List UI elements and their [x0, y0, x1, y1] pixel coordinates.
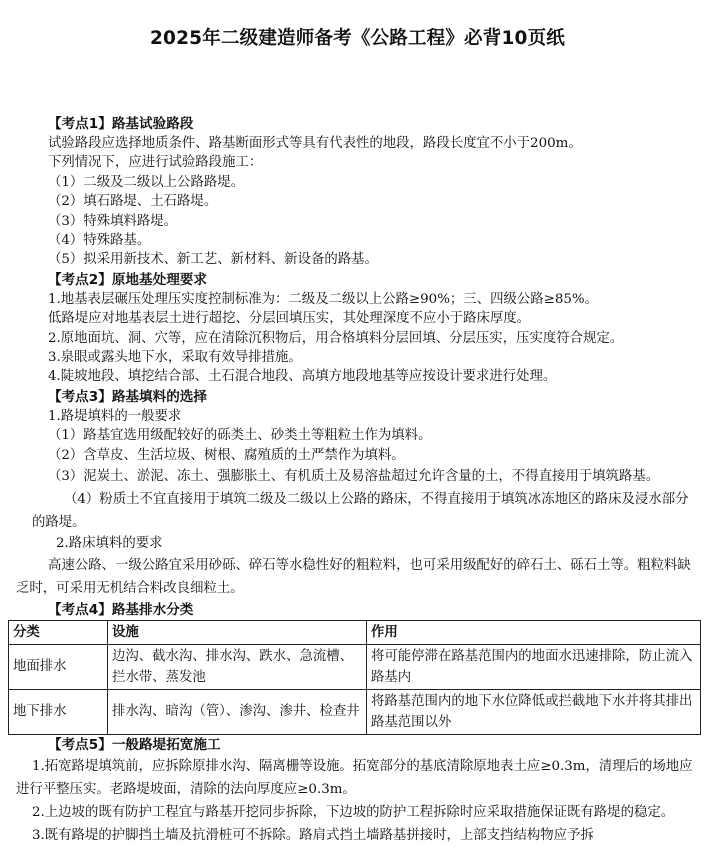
- paragraph-text: 3.既有路堤的护脚挡土墙及抗滑桩可不拆除。路肩式挡土墙路基拼接时，上部支挡结构物应予拆: [32, 827, 594, 843]
- list-item: （1）二级及二级以上公路路堤。: [48, 174, 244, 190]
- paragraph: [16, 554, 700, 600]
- list-item: （2）含草皮、生活垃圾、树根、腐殖质的土严禁作为填料。: [48, 447, 405, 463]
- section-heading: 【考点3】路基填料的选择: [48, 388, 207, 405]
- list-item-text: （3）泥炭土、淤泥、冻土、强膨胀土、有机质土及易溶盐超过允许含量的土，不得直接用于填筑路基。: [48, 469, 660, 485]
- list-item: （4）特殊路基。: [48, 233, 151, 249]
- paragraph: 试验路段应选择地质条件、路基断面形式等具有代表性的地段，路段长度宜不小于200m。: [48, 136, 582, 151]
- list-item: （2）填石路堤、土石路堤。: [48, 194, 218, 210]
- paragraph: [16, 755, 700, 801]
- section-heading: 【考点4】路基排水分类: [48, 601, 194, 618]
- paragraph: 下列情况下，应进行试验路段施工：: [48, 155, 263, 171]
- table-cell: 地下排水: [9, 689, 108, 734]
- table-header-row: [9, 620, 701, 644]
- section-heading: 【考点2】原地基处理要求: [48, 271, 207, 288]
- section-heading: 【考点5】一般路堤拓宽施工: [48, 736, 221, 753]
- table-row: [9, 644, 701, 689]
- table-cell: 边沟、截水沟、排水沟、跌水、急流槽、拦水带、蒸发池: [108, 644, 367, 689]
- table-header-cell: 设施: [108, 620, 367, 644]
- list-item: [16, 465, 700, 488]
- drainage-table: [8, 620, 701, 735]
- table-header-cell: 作用: [367, 620, 701, 644]
- paragraph-text: 1.拓宽路堤填筑前，应拆除原排水沟、隔离栅等设施。拓宽部分的基底清除原地表土应≥0.3m，清理后的场地应进行平整压实。老路堤坡面，清除的法向厚度应≥0.3m。: [16, 758, 693, 797]
- paragraph: [16, 801, 700, 824]
- paragraph: 2.原地面坑、洞、穴等，应在清除沉积物后，用合格填料分层回填、分层压实，压实度符合规定。: [48, 330, 624, 346]
- paragraph-text: 2.上边坡的既有防护工程宜与路基开挖同步拆除，下边坡的防护工程拆除时应采取措施保证既有路堤的稳定。: [32, 804, 675, 820]
- list-item: （5）拟采用新技术、新工艺、新材料、新设备的路基。: [48, 252, 378, 268]
- list-item: （3）特殊填料路堤。: [48, 213, 178, 229]
- paragraph: 4.陡坡地段、填挖结合部、土石混合地段、高填方地段地基等应按设计要求进行处理。: [48, 369, 557, 385]
- table-row: [9, 689, 701, 734]
- table-cell: 将路基范围内的地下水位降低或拦截地下水并将其排出路基范围以外: [367, 689, 701, 734]
- paragraph: 2.路床填料的要求: [56, 536, 163, 552]
- paragraph: 3.泉眼或露头地下水，采取有效导排措施。: [48, 350, 302, 366]
- paragraph: 1.地基表层碾压处理压实度控制标准为：二级及二级以上公路≥90%；三、四级公路≥85%。: [48, 291, 599, 307]
- table-cell: 排水沟、暗沟（管）、渗沟、渗井、检查井: [108, 689, 367, 734]
- paragraph: [16, 824, 700, 847]
- document-body: [13, 114, 700, 847]
- paragraph-text: 高速公路、一级公路宜采用砂砾、碎石等水稳性好的粗粒料，也可采用级配好的碎石土、砾石土等。粗粒料缺乏时，可采用无机结合料改良细粒土。: [16, 557, 691, 596]
- table-cell: 地面排水: [9, 644, 108, 689]
- list-item: [16, 488, 700, 534]
- table-header-cell: 分类: [9, 620, 108, 644]
- list-item: （1）路基宜选用级配较好的砾类土、砂类土等粗粒土作为填料。: [48, 428, 432, 444]
- list-item-text: （4）粉质土不宜直接用于填筑二级及二级以上公路的路床，不得直接用于填筑冰冻地区的路床及浸水部分的路堤。: [32, 492, 689, 531]
- paragraph: 低路堤应对地基表层土进行超挖、分层回填压实，其处理深度不应小于路床厚度。: [48, 311, 531, 327]
- section-heading: 【考点1】路基试验路段: [48, 116, 194, 132]
- table-cell: 将可能停滞在路基范围内的地面水迅速排除，防止流入路基内: [367, 644, 701, 689]
- paragraph: 1.路堤填料的一般要求: [48, 408, 182, 424]
- page-title: 2025年二级建造师备考《公路工程》必背10页纸: [149, 28, 566, 49]
